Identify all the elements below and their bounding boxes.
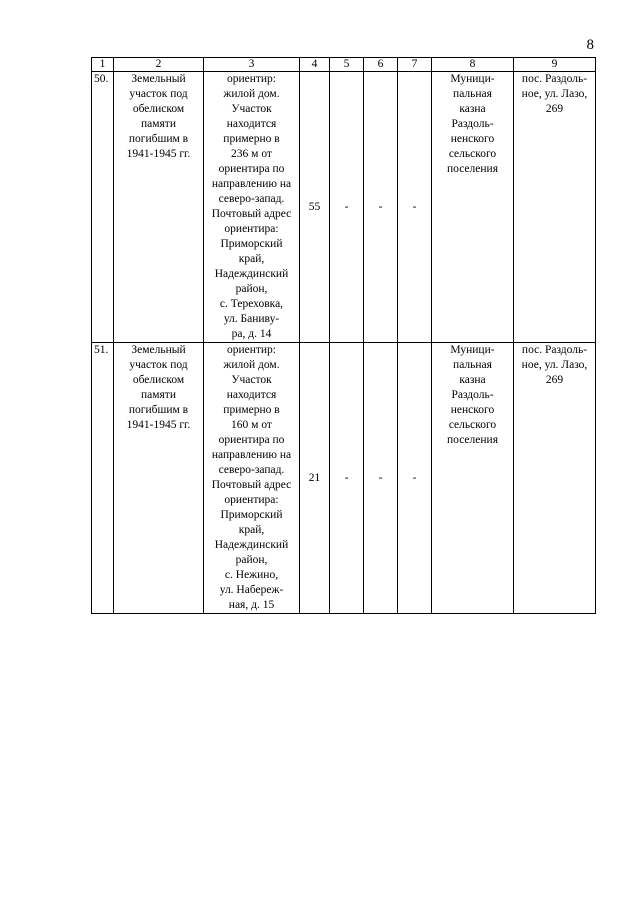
row-number: 51. — [92, 343, 114, 614]
row-number: 50. — [92, 72, 114, 343]
column-header-6: 6 — [364, 58, 398, 72]
column-header-1: 1 — [92, 58, 114, 72]
column-7-value: - — [398, 72, 432, 343]
column-6-value: - — [364, 343, 398, 614]
column-4-value: 21 — [300, 343, 330, 614]
column-header-2: 2 — [114, 58, 204, 72]
object-address: ориентир: жилой дом. Участок находится примерно в 236 м от ориентира по направлению на северо-запад. Почтовый адрес ориентира: Приморский край, Надеждинский район, с. Тереховка, ул. Баниву- ра, д. 14 — [204, 72, 300, 343]
column-header-3: 3 — [204, 58, 300, 72]
column-7-value: - — [398, 343, 432, 614]
column-6-value: - — [364, 72, 398, 343]
column-number-row — [92, 58, 596, 72]
right-holder: Муници- пальная казна Раздоль- ненского сельского поселения — [432, 343, 514, 614]
column-5-value: - — [330, 72, 364, 343]
table-row — [92, 72, 596, 343]
column-header-9: 9 — [514, 58, 596, 72]
column-5-value: - — [330, 343, 364, 614]
column-header-8: 8 — [432, 58, 514, 72]
object-name: Земельный участок под обелиском памяти погибшим в 1941-1945 гг. — [114, 343, 204, 614]
table-row — [92, 343, 596, 614]
column-header-4: 4 — [300, 58, 330, 72]
property-registry-table — [91, 57, 596, 614]
right-holder: Муници- пальная казна Раздоль- ненского сельского поселения — [432, 72, 514, 343]
object-address: ориентир: жилой дом. Участок находится примерно в 160 м от ориентира по направлению на северо-запад. Почтовый адрес ориентира: Приморский край, Надеждинский район, с. Нежино, ул. Набереж- ная, д. 15 — [204, 343, 300, 614]
page-number: 8 — [586, 37, 594, 53]
column-4-value: 55 — [300, 72, 330, 343]
holder-location: пос. Раздоль- ное, ул. Лазо, 269 — [514, 72, 596, 343]
object-name: Земельный участок под обелиском памяти погибшим в 1941-1945 гг. — [114, 72, 204, 343]
column-header-7: 7 — [398, 58, 432, 72]
column-header-5: 5 — [330, 58, 364, 72]
holder-location: пос. Раздоль- ное, ул. Лазо, 269 — [514, 343, 596, 614]
